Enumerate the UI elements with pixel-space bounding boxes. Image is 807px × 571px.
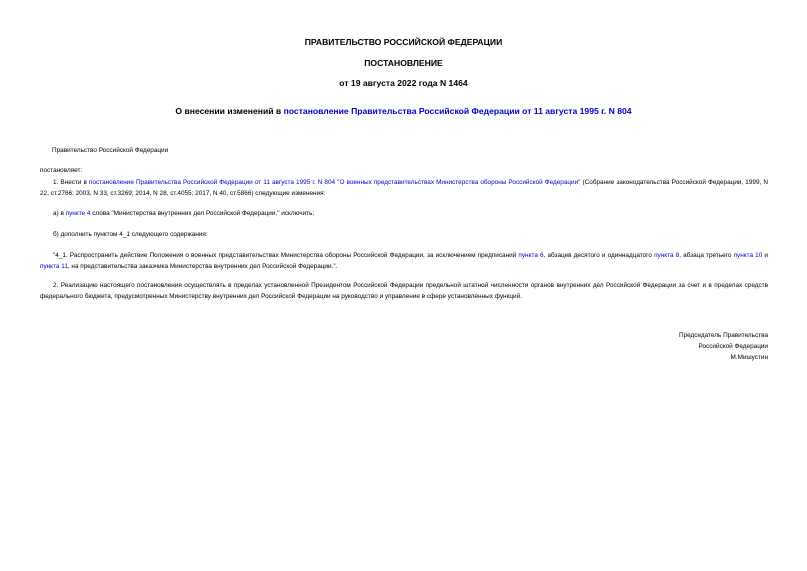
quote-part5: , на представительства заказчика Министерства внутренних дел Российской Федерации.". bbox=[67, 262, 338, 270]
subject-link[interactable]: постановление Правительства Российской Федерации от 11 августа 1995 г. N 804 bbox=[283, 106, 632, 116]
item-1 bbox=[40, 178, 768, 199]
date-number: от 19 августа 2022 года N 1464 bbox=[339, 78, 468, 88]
item-1-suffix: (Собрание законодательства Российской Федерации, 1999, N 22, ст.2766; 2003, N 33, ст.3269; 2014, N 28, ст.4055; 2017, N 40, ст.5866) следующие изменения: bbox=[40, 179, 768, 197]
quote-link-4[interactable]: пункта 11 bbox=[40, 262, 68, 270]
issuer: Правительство Российской Федерации bbox=[52, 147, 169, 154]
item-1-prefix: 1. Внести в bbox=[53, 179, 89, 186]
quote-part1: "4_1. Распространить действие Положения о военных представительствах Министерства обороны Российской Федерации, за исключением предписаний bbox=[53, 252, 519, 259]
item-b: б) дополнить пунктом 4_1 следующего содержания: bbox=[53, 231, 208, 238]
item-a-prefix: а) в bbox=[53, 210, 66, 217]
quote-part2: , абзацев десятого и одиннадцатого bbox=[543, 252, 655, 259]
quote-part4: и bbox=[762, 252, 768, 259]
item-2: 2. Реализацию настоящего постановления осуществлять в пределах установленной Президентом Российской Федерации предельной штатной численности органов внутренних дел Российской Федерации за счет и в пределах средств федерального бюджета, предусмотренных Министерству внутренних дел Российской Федерации на руководство и управление в сфере установленных функций. bbox=[40, 282, 768, 300]
signature-block bbox=[679, 331, 768, 363]
subject-heading bbox=[0, 106, 807, 116]
item-a-suffix: слова "Министерства внутренних дел Российской Федерации," исключить; bbox=[90, 210, 315, 217]
quote-paragraph bbox=[40, 251, 768, 272]
signature-line-1: Председатель Правительства bbox=[679, 332, 768, 339]
item-1-link[interactable]: постановление Правительства Российской Федерации от 11 августа 1995 г. N 804 "О военных представительствах Министерства обороны Российской Федерации" bbox=[89, 179, 581, 186]
quote-link-2[interactable]: пункта 8 bbox=[654, 252, 680, 259]
subject-prefix: О внесении изменений в bbox=[175, 106, 284, 116]
item-a bbox=[40, 209, 768, 220]
decrees: постановляет: bbox=[40, 167, 83, 174]
item-a-link[interactable]: пункте 4 bbox=[65, 210, 91, 217]
signature-line-2: Российской Федерации bbox=[698, 342, 768, 350]
signature-line-3: М.Мишустин bbox=[730, 353, 768, 361]
quote-link-3[interactable]: пункта 10 bbox=[733, 252, 763, 259]
org-title: ПРАВИТЕЛЬСТВО РОССИЙСКОЙ ФЕДЕРАЦИИ bbox=[304, 37, 503, 47]
document-type: ПОСТАНОВЛЕНИЕ bbox=[364, 58, 443, 68]
quote-link-1[interactable]: пункта 6 bbox=[518, 252, 544, 259]
quote-part3: , абзаца третьего bbox=[679, 252, 734, 259]
